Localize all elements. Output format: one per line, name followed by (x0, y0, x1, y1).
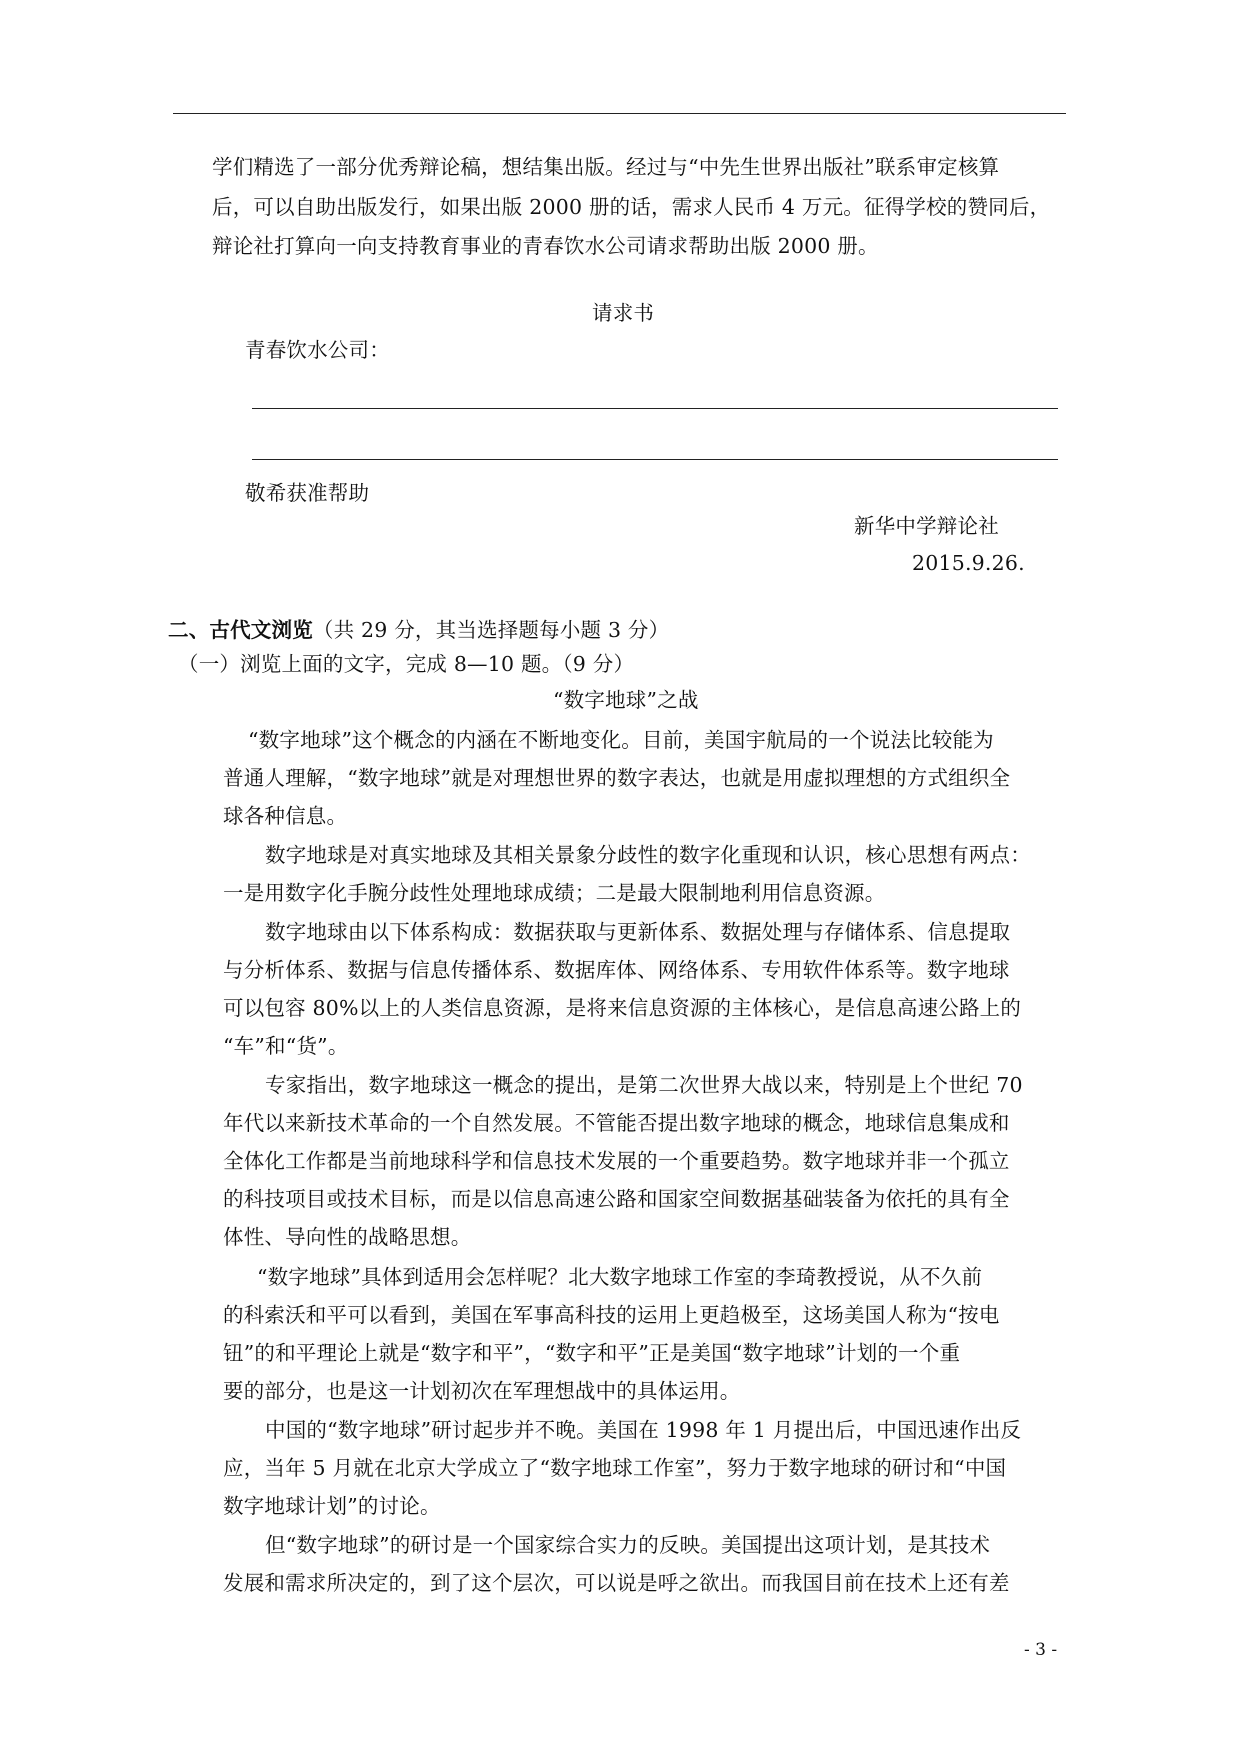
article-line-17: 钮”的和平理论上就是“数字和平”，“数字和平”正是美国“数字地球”计划的一个重 (223, 1341, 961, 1365)
article-line-15: “数字地球”具体到适用会怎样呢？北大数字地球工作室的李琦教授说，从不久前 (257, 1265, 983, 1289)
article-line-18: 要的部分，也是这一计划初次在军理想战中的具体运用。 (223, 1379, 741, 1403)
letter-title: 请求书 (592, 301, 655, 325)
article-line-9: “车”和“货”。 (223, 1034, 349, 1058)
article-title: “数字地球”之战 (553, 688, 699, 712)
intro-line-2: 后，可以自助出版发行，如果出版 2000 册的话，需求人民币 4 万元。征得学校的赞同后， (212, 195, 1051, 219)
letter-closing: 敬希获准帮助 (245, 481, 370, 505)
header-rule (173, 113, 1066, 114)
article-line-12: 全体化工作都是当前地球科学和信息技术发展的一个重要趋势。数字地球并非一个孤立 (223, 1149, 1010, 1173)
letter-date: 2015.9.26. (912, 551, 1025, 575)
intro-line-3: 辩论社打算向一向支持教育事业的青春饮水公司请求帮助出版 2000 册。 (212, 234, 879, 258)
article-line-14: 体性、导向性的战略思想。 (223, 1225, 472, 1249)
article-line-22: 但“数字地球”的研讨是一个国家综合实力的反映。美国提出这项计划，是其技术 (265, 1533, 991, 1557)
article-line-7: 与分析体系、数据与信息传播体系、数据库体、网络体系、专用软件体系等。数字地球 (223, 958, 1010, 982)
fill-in-line-1 (252, 408, 1058, 409)
page-number: - 3 - (1024, 1640, 1058, 1660)
section-subheading: （一）浏览上面的文字，完成 8—10 题。（9 分） (178, 652, 635, 676)
section-heading (168, 615, 669, 645)
article-line-5: 一是用数字化手腕分歧性处理地球成绩；二是最大限制地利用信息资源。 (223, 881, 886, 905)
section-heading-title: 二、古代文浏览 (168, 618, 313, 642)
article-line-3: 球各种信息。 (223, 804, 348, 828)
letter-signature: 新华中学辩论社 (854, 514, 999, 538)
article-line-1: “数字地球”这个概念的内涵在不断地变化。目前，美国宇航局的一个说法比较能为 (248, 728, 994, 752)
article-line-2: 普通人理解，“数字地球”就是对理想世界的数字表达，也就是用虚拟理想的方式组织全 (223, 766, 1011, 790)
intro-line-1: 学们精选了一部分优秀辩论稿，想结集出版。经过与“中先生世界出版社”联系审定核算 (212, 155, 1000, 179)
article-line-19: 中国的“数字地球”研讨起步并不晚。美国在 1998 年 1 月提出后，中国迅速作出反 (265, 1418, 1022, 1442)
article-line-10: 专家指出，数字地球这一概念的提出，是第二次世界大战以来，特别是上个世纪 70 (265, 1073, 1023, 1097)
article-line-20: 应，当年 5 月就在北京大学成立了“数字地球工作室”，努力于数字地球的研讨和“中国 (223, 1456, 1007, 1480)
article-line-23: 发展和需求所决定的，到了这个层次，可以说是呼之欲出。而我国目前在技术上还有差 (223, 1571, 1010, 1595)
article-line-13: 的科技项目或技术目标，而是以信息高速公路和国家空间数据基础装备为依托的具有全 (223, 1187, 1010, 1211)
letter-salutation: 青春饮水公司： (245, 338, 390, 362)
section-heading-note: （共 29 分，其当选择题每小题 3 分） (312, 618, 670, 642)
article-line-11: 年代以来新技术革命的一个自然发展。不管能否提出数字地球的概念，地球信息集成和 (223, 1111, 1010, 1135)
article-line-4: 数字地球是对真实地球及其相关景象分歧性的数字化重现和认识，核心思想有两点： (265, 843, 1031, 867)
article-line-8: 可以包容 80%以上的人类信息资源，是将来信息资源的主体核心，是信息高速公路上的 (223, 996, 1022, 1020)
article-line-21: 数字地球计划”的讨论。 (223, 1494, 441, 1518)
article-line-16: 的科索沃和平可以看到，美国在军事高科技的运用上更趋极至，这场美国人称为“按电 (223, 1303, 1000, 1327)
article-line-6: 数字地球由以下体系构成：数据获取与更新体系、数据处理与存储体系、信息提取 (265, 920, 1011, 944)
fill-in-line-2 (252, 459, 1058, 460)
